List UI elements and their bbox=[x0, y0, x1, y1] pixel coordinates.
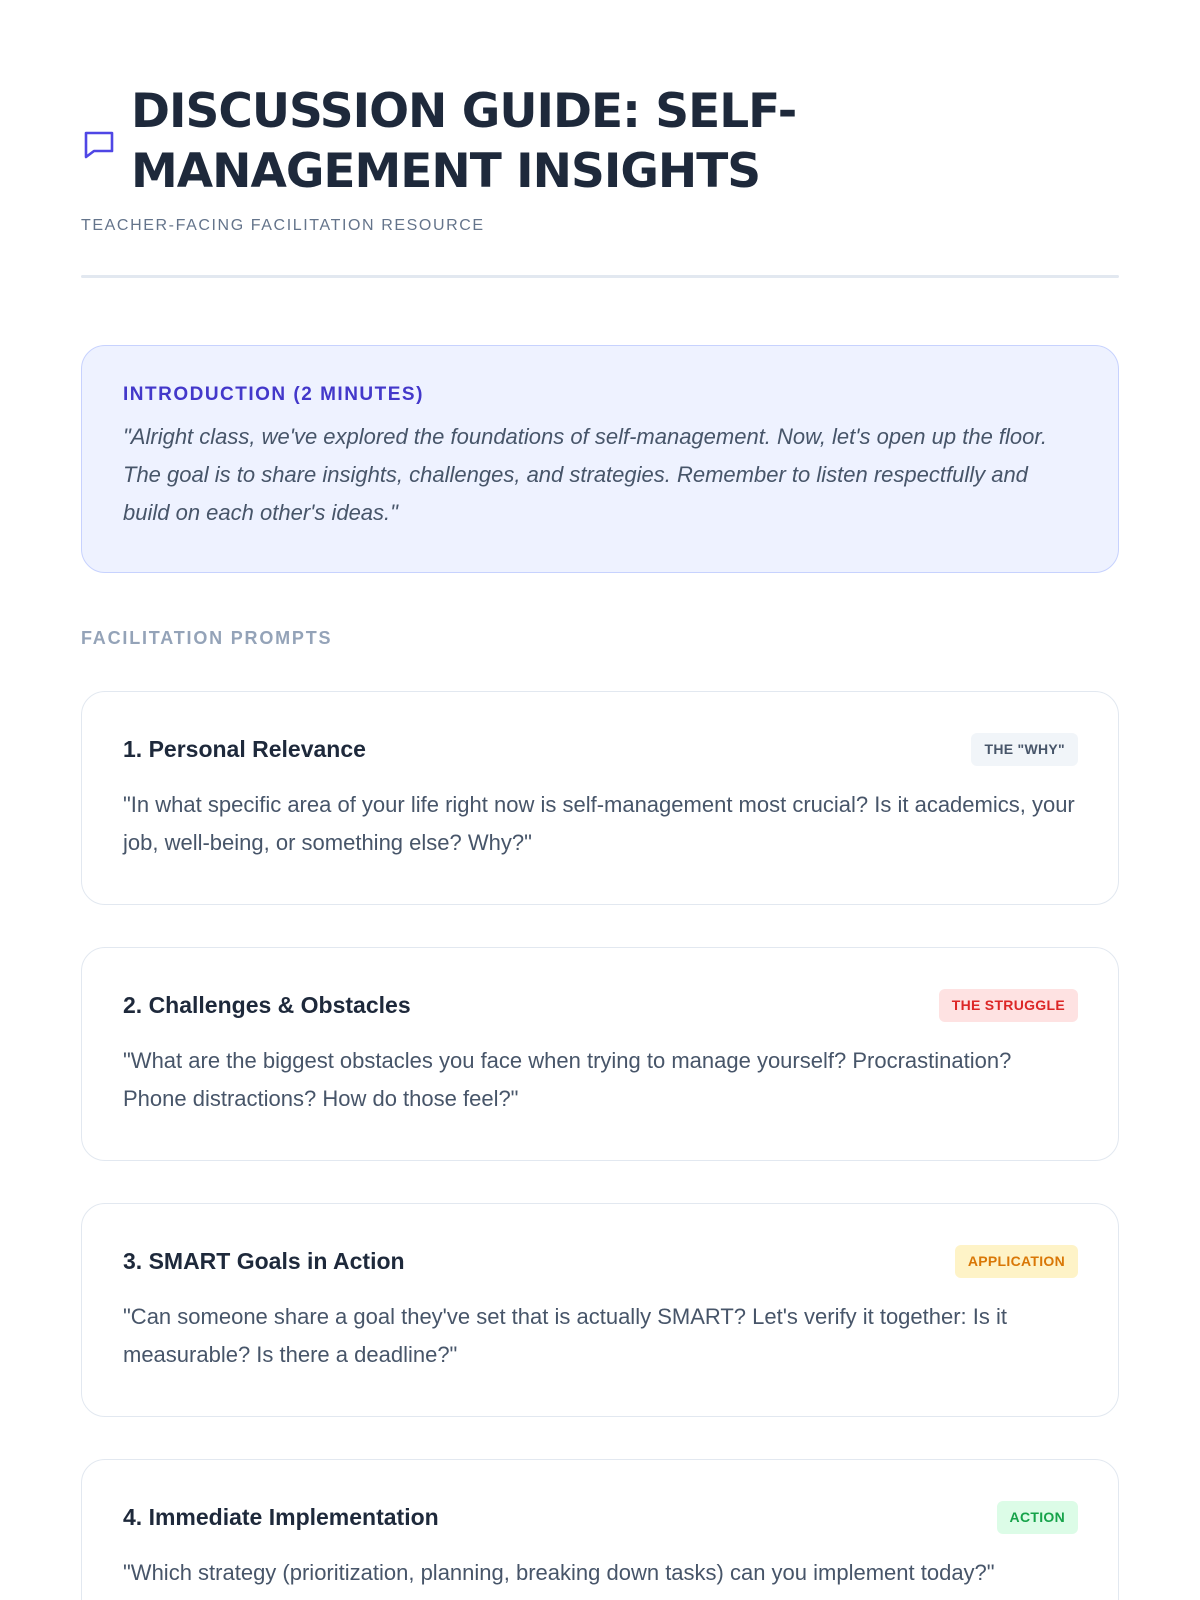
prompt-text: "In what specific area of your life right now is self-management most crucial? Is it academics, your job, well-being, or something else? Why?" bbox=[123, 792, 1075, 855]
prompt-card-challenges bbox=[81, 947, 1119, 1161]
prompt-title: 2. Challenges & Obstacles bbox=[123, 991, 411, 1018]
prompt-title: 4. Immediate Implementation bbox=[123, 1503, 439, 1530]
prompt-card-smart-goals bbox=[81, 1203, 1119, 1417]
prompt-header bbox=[123, 1500, 1078, 1534]
prompt-title: 3. SMART Goals in Action bbox=[123, 1247, 405, 1274]
prompt-header bbox=[123, 732, 1078, 766]
chat-bubble-icon bbox=[81, 126, 117, 162]
prompt-badge: THE "WHY" bbox=[971, 733, 1078, 766]
header-divider bbox=[81, 275, 1119, 278]
prompt-text: "Which strategy (prioritization, planning, breaking down tasks) can you implement today?" bbox=[123, 1560, 995, 1585]
prompt-card-personal-relevance bbox=[81, 691, 1119, 905]
prompt-card-implementation bbox=[81, 1459, 1119, 1600]
prompt-header bbox=[123, 988, 1078, 1022]
page-subtitle: TEACHER-FACING FACILITATION RESOURCE bbox=[81, 217, 485, 234]
prompt-badge: THE STRUGGLE bbox=[939, 989, 1078, 1022]
introduction-heading: INTRODUCTION (2 MINUTES) bbox=[123, 384, 424, 405]
introduction-card bbox=[81, 345, 1119, 573]
prompt-title: 1. Personal Relevance bbox=[123, 735, 366, 762]
prompt-badge: ACTION bbox=[997, 1501, 1078, 1534]
prompt-header bbox=[123, 1244, 1078, 1278]
section-label: FACILITATION PROMPTS bbox=[81, 628, 333, 648]
prompt-text: "What are the biggest obstacles you face when trying to manage yourself? Procrastination? Phone distractions? How do those feel?" bbox=[123, 1048, 1012, 1111]
page-title: DISCUSSION GUIDE: SELF-MANAGEMENT INSIGHTS bbox=[131, 84, 797, 199]
page-header bbox=[81, 0, 1119, 278]
prompt-text: "Can someone share a goal they've set that is actually SMART? Let's verify it together: Is it measurable? Is there a deadline?" bbox=[123, 1304, 1008, 1367]
introduction-text: "Alright class, we've explored the foundations of self-management. Now, let's open up the floor. The goal is to share insights, challenges, and strategies. Remember to listen respectfully and build on each other's ideas." bbox=[123, 424, 1048, 525]
title-row bbox=[81, 82, 1119, 202]
prompt-badge: APPLICATION bbox=[955, 1245, 1078, 1278]
